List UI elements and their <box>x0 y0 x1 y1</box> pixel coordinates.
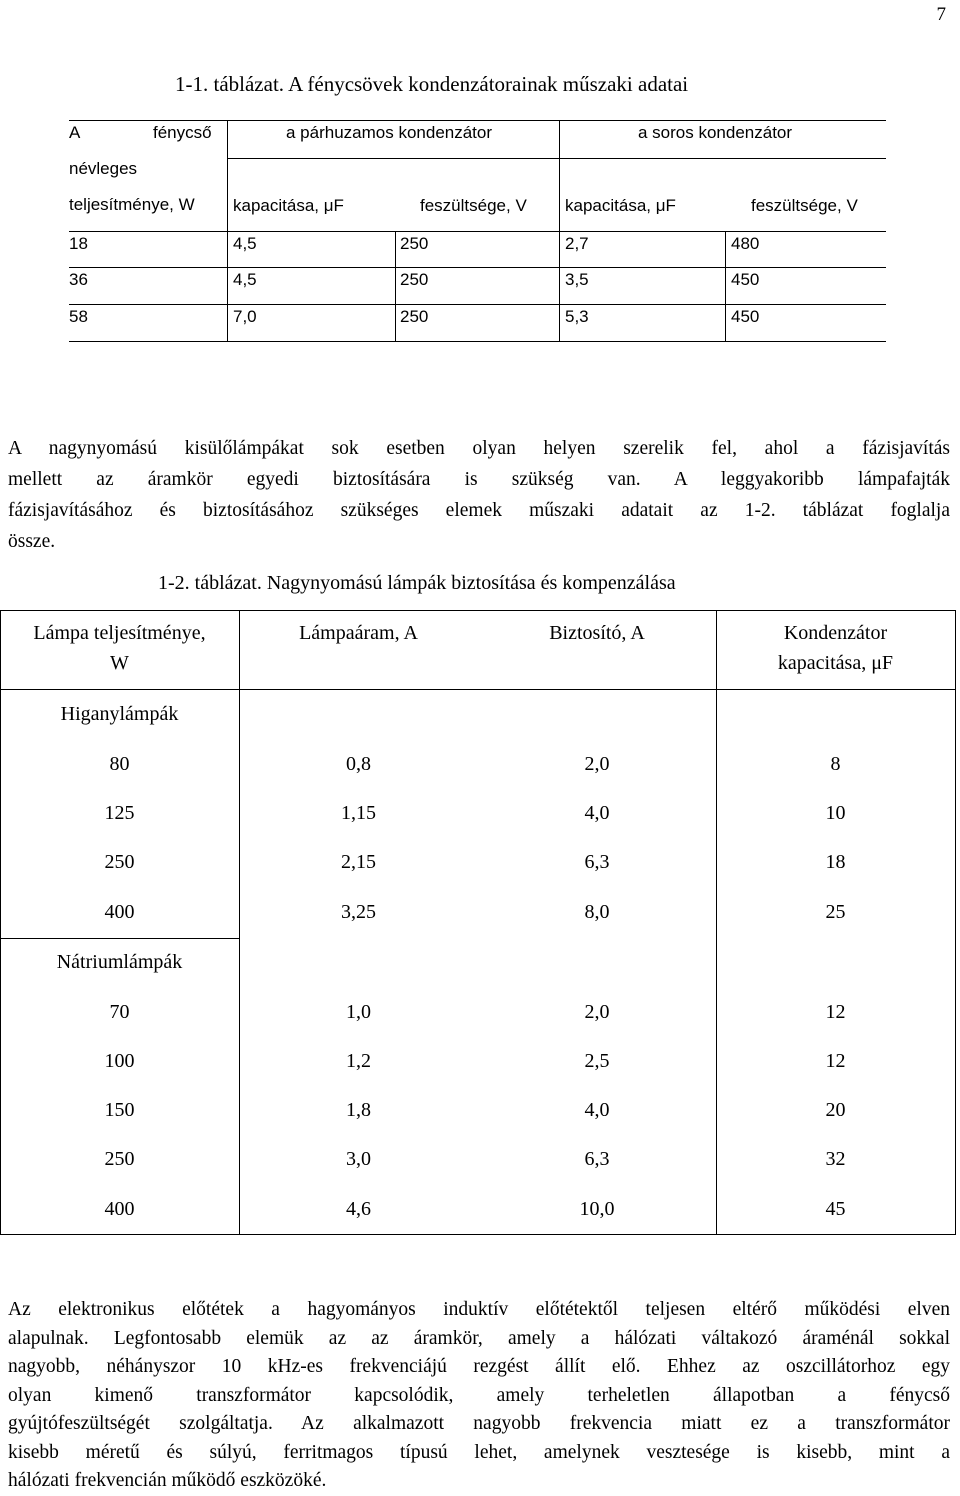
table1-cell: 250 <box>400 307 429 326</box>
table2-cell: 4,0 <box>584 1099 610 1121</box>
table2-cell: 70 <box>109 1001 130 1023</box>
table2-border-right <box>955 610 956 1235</box>
table2-cell: 12 <box>825 1050 846 1072</box>
table2-cell: 1,2 <box>346 1050 371 1072</box>
table2-cell: 8,0 <box>584 901 610 923</box>
table2-cell: 2,5 <box>584 1050 610 1072</box>
table2-group-name: Nátriumlámpák <box>56 951 183 973</box>
table1-cell: 250 <box>400 270 429 289</box>
table2-cell: 1,0 <box>346 1001 371 1023</box>
table2-cell: 3,25 <box>341 901 376 923</box>
paragraph-line: olyan kimenő transzformátor kapcsolódik, amely terheletlen állapotban a fénycső <box>8 1384 950 1406</box>
table2-header-col1: Lámpa teljesítménye, <box>33 622 206 644</box>
table1-cell: 18 <box>69 234 88 253</box>
table2-cell: 2,0 <box>584 753 610 775</box>
table2-cell: 25 <box>825 901 846 923</box>
table1-cell: 450 <box>731 270 760 289</box>
table1-cell: 36 <box>69 270 88 289</box>
table1-cell: 7,0 <box>233 307 257 326</box>
table2-header-divider <box>0 689 955 690</box>
table2-header-col1: W <box>110 652 129 674</box>
table2-cell: 12 <box>825 1001 846 1023</box>
table1-cell: 58 <box>69 307 88 326</box>
table2-cell: 4,6 <box>346 1198 371 1220</box>
paragraph-line: fázisjavításához és biztosításához szükséges elemek műszaki adatait az 1-2. táblázat foglalja <box>8 500 950 521</box>
table2-cell: 1,15 <box>341 802 376 824</box>
table2-cell: 10,0 <box>579 1198 615 1220</box>
paragraph-line: össze. <box>8 531 56 552</box>
table2-cell: 3,0 <box>346 1148 371 1170</box>
table1-cell: 4,5 <box>233 234 257 253</box>
table2-header-current: Lámpaáram, A <box>299 622 418 644</box>
table2-cell: 10 <box>825 802 846 824</box>
table2-cell: 250 <box>104 1148 135 1170</box>
table1-header-parallel: a párhuzamos kondenzátor <box>286 123 493 142</box>
table2-group-divider <box>0 938 239 939</box>
table2-border-top <box>0 610 955 611</box>
table2-header-capacitor: Kondenzátor <box>783 622 888 644</box>
table2-cell: 4,0 <box>584 802 610 824</box>
table2-group-name: Higanylámpák <box>60 703 179 725</box>
table2-cell: 125 <box>104 802 135 824</box>
paragraph-2 <box>8 1296 950 1496</box>
paragraph-line: mellett az áramkör egyedi biztosítására is szükség van. A leggyakoribb lámpafajták <box>8 469 950 490</box>
page-number: 7 <box>936 4 946 25</box>
table2-cell: 100 <box>104 1050 135 1072</box>
table1-cell: 5,3 <box>565 307 589 326</box>
table1-header-series: a soros kondenzátor <box>638 123 793 142</box>
table2-cell: 0,8 <box>346 753 371 775</box>
table2-cell: 20 <box>825 1099 846 1121</box>
table2-cell: 2,0 <box>584 1001 610 1023</box>
table1-header-col1: teljesítménye, W <box>69 195 195 214</box>
table2-cell: 6,3 <box>584 851 610 873</box>
paragraph-line: nagyobb, néhányszor 10 kHz-es frekvenciájú rezgést állít elő. Ehhez az oszcillátorhoz egy <box>8 1356 950 1377</box>
table1-caption: 1-1. táblázat. A fénycsövek kondenzátorainak műszaki adatai <box>175 72 689 96</box>
paragraph-line: Az elektronikus előtétek a hagyományos induktív előtétektől teljesen eltérő működési elven <box>8 1299 950 1320</box>
paragraph-line: alapulnak. Legfontosabb elemük az az áramkör, amely a hálózati váltakozó áraménál sokkal <box>8 1327 950 1349</box>
table2-cell: 18 <box>825 851 846 873</box>
table2-cell: 250 <box>104 851 135 873</box>
table1-cell: 4,5 <box>233 270 257 289</box>
table2-cell: 45 <box>825 1198 846 1220</box>
table2-cell: 2,15 <box>341 851 376 873</box>
table1-cell: 250 <box>400 234 429 253</box>
table1-header-parallel-voltage: feszültsége, V <box>420 196 527 215</box>
table1-header-col1: fénycső <box>153 123 212 142</box>
table1-cell: 3,5 <box>565 270 589 289</box>
table1-header-series-voltage: feszültsége, V <box>751 196 858 215</box>
table2-header-capacitor: kapacitása, μF <box>777 652 894 674</box>
table1-header-col1: A <box>69 123 81 142</box>
table2-caption: 1-2. táblázat. Nagynyomású lámpák biztosítása és kompenzálása <box>158 572 676 594</box>
table2-cell: 1,8 <box>346 1099 371 1121</box>
table1-header-parallel-capacity: kapacitása, μF <box>233 196 344 215</box>
table1-header-series-capacity: kapacitása, μF <box>565 196 676 215</box>
table2-cell: 150 <box>104 1099 135 1121</box>
table1-cell: 2,7 <box>565 234 589 253</box>
table2-cell: 80 <box>109 753 130 775</box>
table2-cell: 8 <box>830 753 841 775</box>
table2-cell: 400 <box>104 1198 135 1220</box>
paragraph-line: hálózati frekvencián működő eszközöké. <box>8 1470 327 1491</box>
table2-border-bottom <box>0 1234 955 1235</box>
table2-cell: 400 <box>104 901 135 923</box>
table2-cell: 32 <box>825 1148 846 1170</box>
paragraph-line: kisebb méretű és súlyú, ferritmagos típusú lehet, amelynek vesztesége is kisebb, mint a <box>8 1441 950 1463</box>
paragraph-line: gyújtófeszültségét szolgáltatja. Az alkalmazott nagyobb frekvencia miatt ez a transzformátor <box>8 1413 950 1434</box>
table2-cell: 6,3 <box>584 1148 610 1170</box>
table1-header-col1: névleges <box>69 159 138 178</box>
table2-header-fuse: Biztosító, A <box>549 622 645 644</box>
table1-cell: 450 <box>731 307 760 326</box>
table1-cell: 480 <box>731 234 760 253</box>
paragraph-line: A nagynyomású kisülőlámpákat sok esetben olyan helyen szerelik fel, ahol a fázisjavítás <box>8 438 950 459</box>
